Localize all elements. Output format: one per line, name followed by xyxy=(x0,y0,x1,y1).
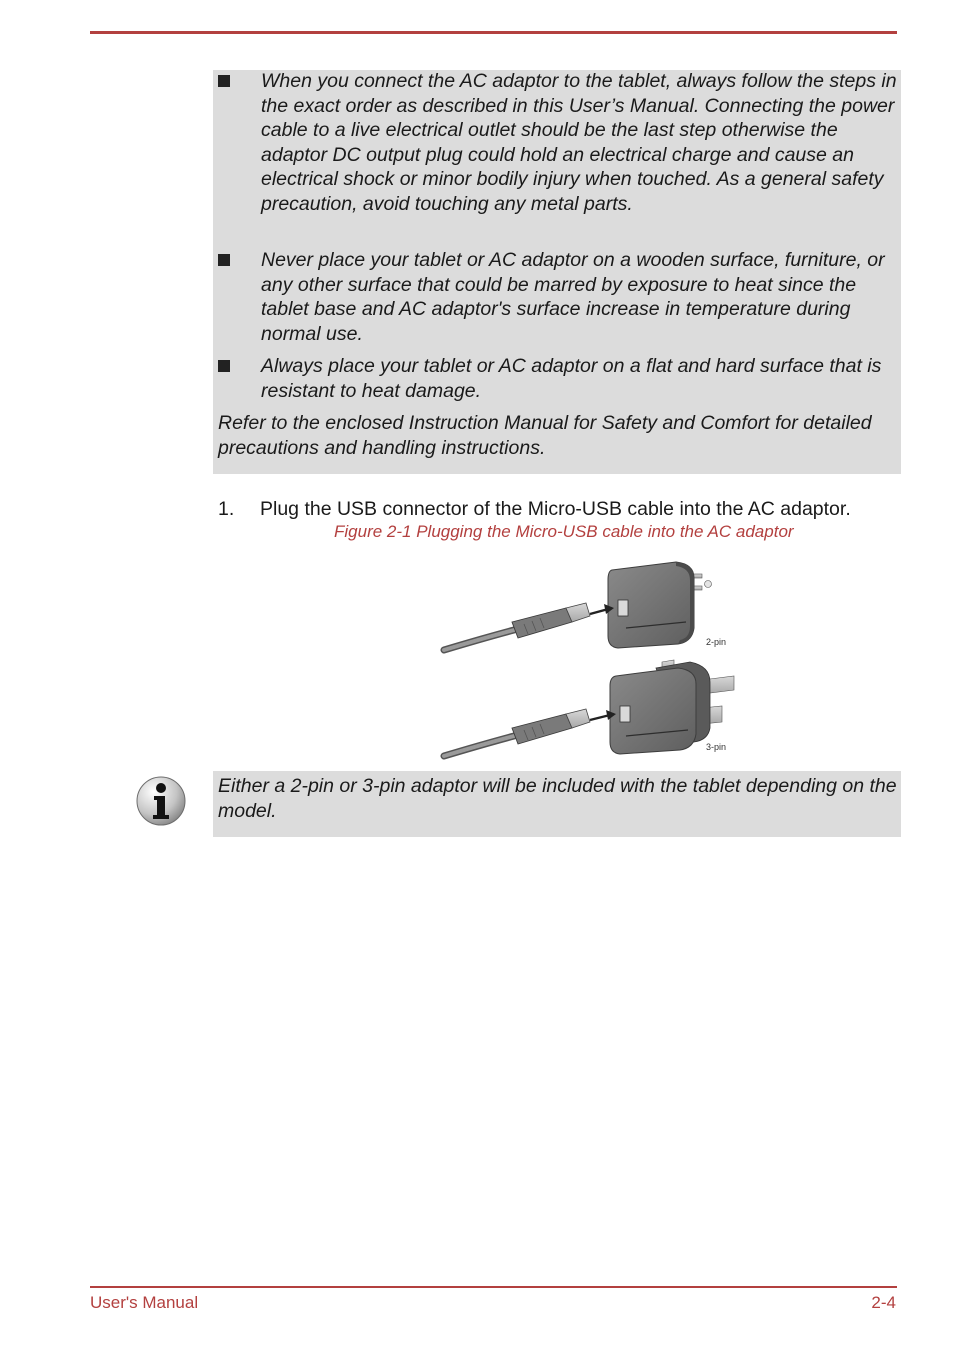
page-number: 2-4 xyxy=(871,1293,896,1312)
step-number: 1. xyxy=(218,498,235,520)
note-box xyxy=(213,771,901,837)
figure-caption: Figure 2-1 Plugging the Micro-USB cable into the AC adaptor xyxy=(334,522,794,541)
warning-item-text: Always place your tablet or AC adaptor on a flat and hard surface that is resistant to heat damage. xyxy=(261,355,882,402)
bullet-square-icon xyxy=(218,254,230,266)
bullet-square-icon xyxy=(218,360,230,372)
footer-title: User's Manual xyxy=(90,1293,199,1312)
top-usb-cable xyxy=(444,603,614,650)
header-rule xyxy=(90,31,897,34)
refer-note: Refer to the enclosed Instruction Manual for Safety and Comfort for detailed precautions and handling instructions. xyxy=(218,412,872,459)
bullet-square-icon xyxy=(218,75,230,87)
warning-box xyxy=(213,70,901,474)
note-text: Either a 2-pin or 3-pin adaptor will be included with the tablet depending on the model. xyxy=(218,775,897,822)
three-pin-adaptor xyxy=(610,660,734,754)
warning-item-text: When you connect the AC adaptor to the tablet, always follow the steps in the exact order as described in this User’s Manual. Connecting the power cable to a live electrical outlet should be the last step otherwise the adaptor DC output plug could hold an electrical charge and cause an electrical shock or minor bodily injury when touched. As a general safety precaution, avoid touching any metal parts. xyxy=(261,70,897,215)
info-icon xyxy=(135,775,187,827)
two-pin-label: 2-pin xyxy=(706,637,727,647)
warning-item-text: Never place your tablet or AC adaptor on a wooden surface, furniture, or any other surface that could be marred by exposure to heat since the tablet base and AC adaptor's surface increase in temperature during normal use. xyxy=(261,249,885,345)
two-pin-adaptor xyxy=(608,562,712,648)
three-pin-label: 3-pin xyxy=(706,742,727,752)
step-text: Plug the USB connector of the Micro-USB cable into the AC adaptor. xyxy=(260,498,851,520)
bottom-usb-cable xyxy=(444,709,616,756)
footer-rule xyxy=(90,1286,897,1288)
adaptor-figure xyxy=(440,558,740,760)
